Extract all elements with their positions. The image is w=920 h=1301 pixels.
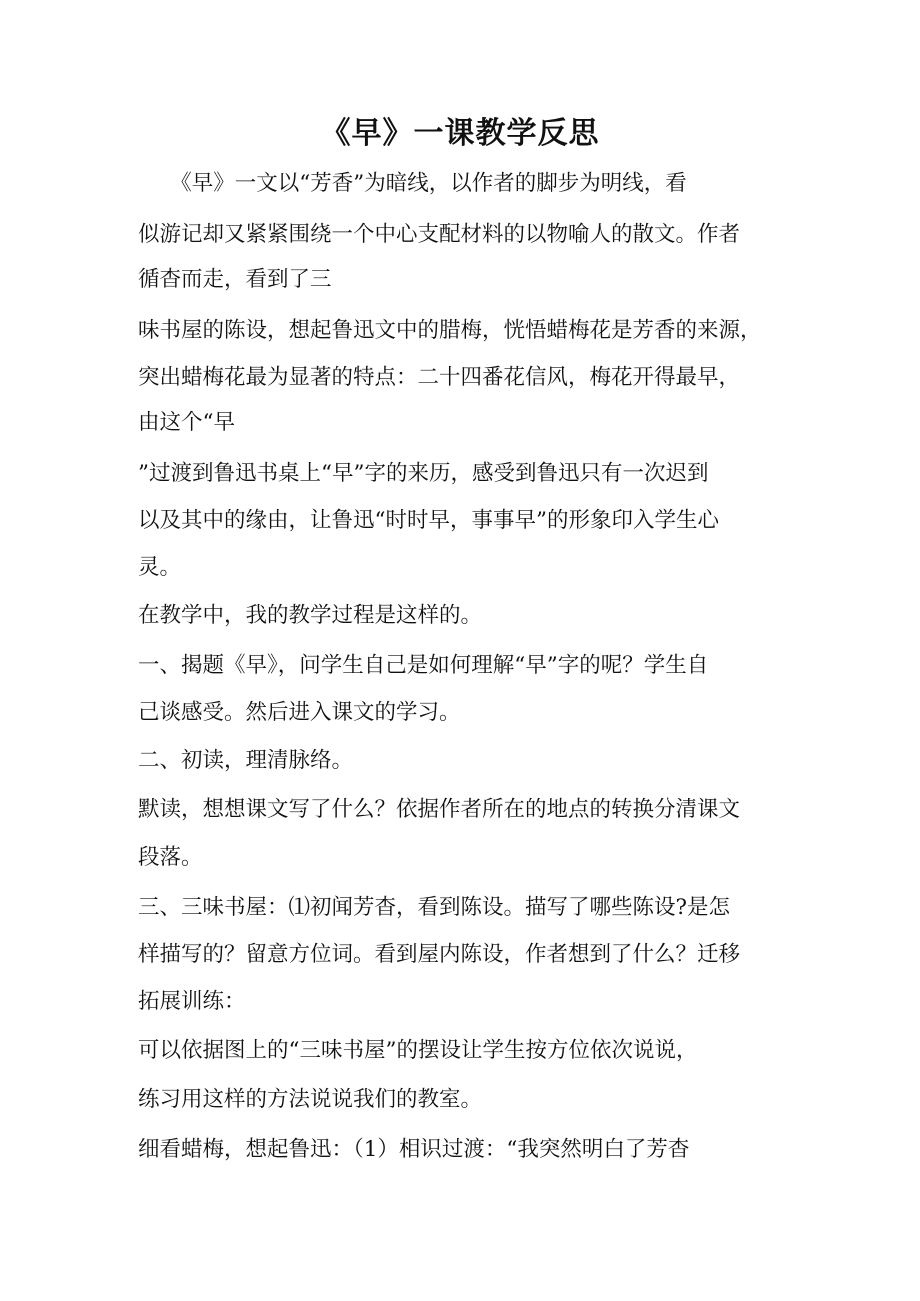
text-line-11: 一、揭题《早》，问学生自己是如何理解“早”字的呢？学生自 — [138, 653, 709, 678]
text-line-20: 练习用这样的方法说说我们的教室。 — [138, 1087, 483, 1112]
text-line-13: 二、初读，理清脉络。 — [138, 748, 354, 773]
text-line-4: 味书屋的陈设，想起鲁迅文中的腊梅，恍悟蜡梅花是芳香的来源， — [138, 318, 762, 343]
text-line-16: 三、三味书屋：⑴初闻芳杳，看到陈设。描写了哪些陈设?是怎 — [138, 895, 731, 920]
text-line-14: 默读，想想课文写了什么？依据作者所在的地点的转换分清课文 — [138, 797, 741, 822]
text-line-9: 灵。 — [138, 555, 182, 580]
document-title: 《早》一课教学反思 — [320, 116, 600, 151]
text-line-10: 在教学中，我的教学过程是这样的。 — [138, 603, 483, 628]
text-line-17: 样描写的？留意方位词。看到屋内陈设，作者想到了什么？迁移 — [138, 942, 741, 967]
text-line-3: 循杳而走，看到了三 — [138, 267, 332, 292]
text-line-8: 以及其中的缘由，让鲁迅“时时早，事事早”的形象印入学生心 — [138, 508, 719, 533]
text-line-19: 可以依据图上的“三味书屋”的摆设让学生按方位依次说说， — [138, 1038, 698, 1063]
text-line-5: 突出蜡梅花最为显著的特点：二十四番花信风，梅花开得最早， — [138, 365, 741, 390]
text-line-6: 由这个“早 — [138, 410, 235, 435]
text-line-15: 段落。 — [138, 845, 203, 870]
text-line-2: 似游记却又紧紧围绕一个中心支配材料的以物喻人的散文。作者 — [138, 222, 741, 247]
text-line-1: 《早》一文以“芳香”为暗线，以作者的脚步为明线，看 — [138, 171, 687, 196]
text-line-21: 细看蜡梅，想起鲁迅：（1）相识过渡：“我突然明白了芳杳 — [138, 1137, 690, 1162]
text-line-12: 己谈感受。然后进入课文的学习。 — [138, 700, 461, 725]
text-line-7: ”过渡到鲁迅书桌上“早”字的来历，感受到鲁迅只有一次迟到 — [138, 461, 709, 486]
text-line-18: 拓展训练： — [138, 989, 246, 1014]
